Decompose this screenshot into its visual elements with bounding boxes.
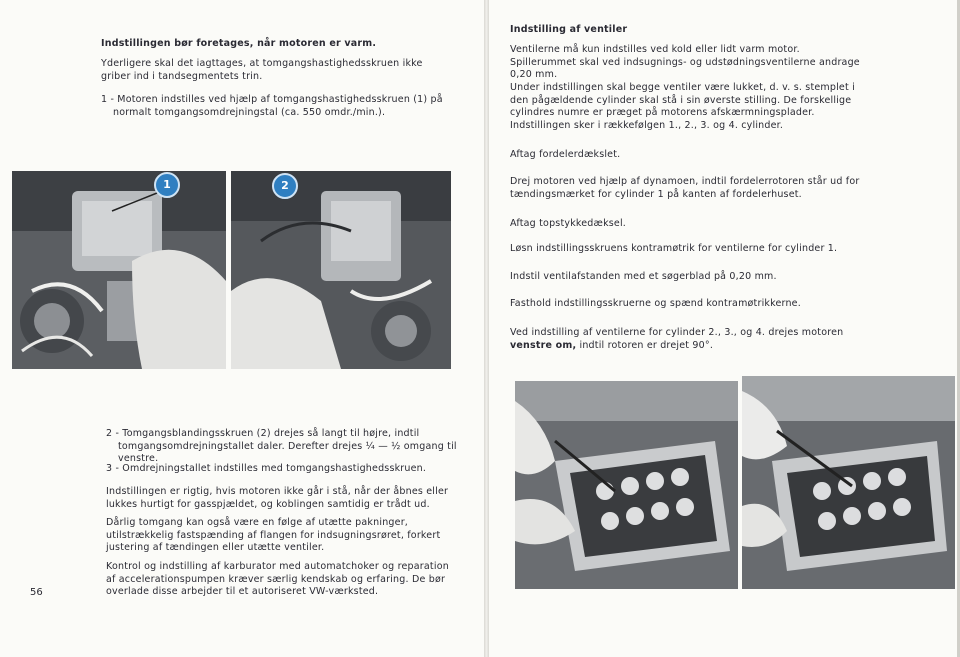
callout-badge-2: 2 [272,173,298,199]
right-para-4: Drej motoren ved hjælp af dynamoen, indtil fordelerrotoren står ud for tændingsmærket for cylinder 1 på kanten af fordelerhuset. [510,176,860,200]
callout-badge-1: 1 [154,172,180,198]
left-para-correct: Indstillingen er rigtig, hvis motoren ikke går i stå, når der åbnes eller lukkes hurtigt for gasspjældet, og koblingen samtidig er trådt ud. [106,486,449,510]
right-heading: Indstilling af ventiler [510,24,628,35]
right-para-6: Løsn indstillingsskruens kontramøtrik for ventilerne for cylinder 1. [510,243,838,254]
right-para-7: Indstil ventilafstanden med et søgerblad på 0,20 mm. [510,271,777,282]
right-para-9-bold: venstre om, [510,339,577,351]
right-para-9-text-b: indtil rotoren er drejet 90°. [576,339,714,351]
right-para-2: Under indstillingen skal begge ventiler være lukket, d. v. s. stemplet i den pågældende cylinder skal stå i sin øverste stilling. De forskellige cylindres numre er præget på motorens afskærmningsplader. Indstillingen sker i rækkefølgen 1., 2., 3. og 4. cylinder. [510,82,855,131]
left-heading: Indstillingen bør foretages, når motoren er varm. [101,38,377,49]
left-step-3: 3 - Omdrejningstallet indstilles med tomgangshastighedsskruen. [106,463,427,474]
valve-image-1 [515,381,738,589]
right-para-5: Aftag topstykkedæksel. [510,218,627,229]
right-para-3: Aftag fordelerdækslet. [510,149,621,160]
valve-photo-2 [742,376,955,589]
right-para-9 [510,327,865,352]
right-para-9-text-a: Ved indstilling af ventilerne for cylinder 2., 3., og 4. drejes motoren [510,327,844,338]
right-para-1: Ventilerne må kun indstilles ved kold eller lidt varm motor. Spillerummet skal ved indsugnings- og udstødningsventilerne andrage 0,20 mm. [510,44,860,80]
carburetor-photo-2 [231,171,451,369]
left-para-control: Kontrol og indstilling af karburator med automatchoker og reparation af accelerationspumpen kræver særlig kendskab og erfaring. De bør overlade disse arbejder til et autoriseret VW-værksted. [106,561,449,597]
left-step-1: 1 - Motoren indstilles ved hjælp af tomgangshastighedsskruen (1) på normalt tomgangsomdrejningstal (ca. 550 omdr./min.). [101,94,443,118]
right-page [489,0,960,657]
carburetor-photo-1 [12,171,226,369]
carburetor-image-2 [231,171,451,369]
valve-image-2 [742,376,955,589]
right-para-8: Fasthold indstillingsskruerne og spænd kontramøtrikkerne. [510,298,801,309]
valve-photo-1 [515,381,738,589]
page-number: 56 [30,587,43,598]
left-para-idle: Dårlig tomgang kan også være en følge af utætte pakninger, utilstrækkelig fastspænding af flangen for indsugningsrøret, forkert justering af tændingen eller utætte ventiler. [106,517,441,553]
left-step-2: 2 - Tomgangsblandingsskruen (2) drejes så langt til højre, indtil tomgangsomdrejningstallet daler. Derefter drejes ¼ — ½ omgang til venstre. [106,428,457,464]
left-intro: Yderligere skal det iagttages, at tomgangshastighedsskruen ikke griber ind i tandsegmentets trin. [101,58,423,82]
carburetor-image-1 [12,171,226,369]
